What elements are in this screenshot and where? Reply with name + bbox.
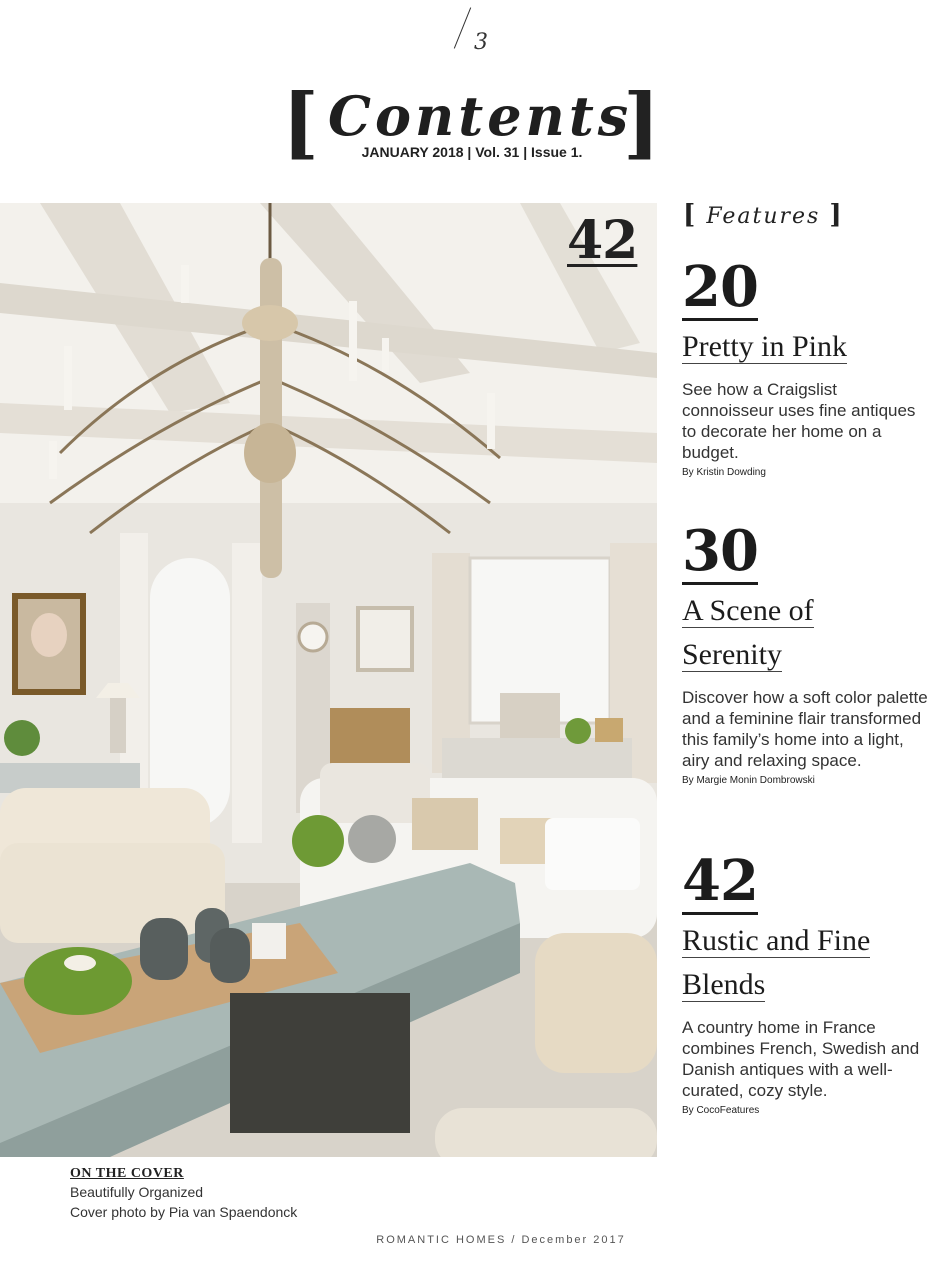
cover-photo [0, 203, 657, 1157]
left-bracket: [ [282, 77, 319, 168]
feature-page-number: 42 [682, 848, 758, 914]
contents-title: Contents [328, 84, 633, 148]
feature-byline: By CocoFeatures [682, 1105, 760, 1116]
contents-masthead [282, 77, 660, 168]
feature-title-text: A Scene of Serenity [682, 594, 814, 671]
feature-item[interactable] [682, 848, 932, 1116]
feature-title [682, 325, 932, 369]
feature-title [682, 589, 862, 677]
page-number-slash [454, 7, 471, 48]
page-footer: ROMANTIC HOMES / December 2017 [376, 1234, 626, 1246]
feature-page-number: 30 [682, 518, 758, 584]
feature-byline: By Kristin Dowding [682, 467, 766, 478]
cover-credit: Cover photo by Pia van Spaendonck [70, 1204, 298, 1220]
features-heading [683, 200, 844, 230]
features-heading-text: Features [706, 204, 821, 229]
on-the-cover [70, 1166, 297, 1222]
feature-byline: By Margie Monin Dombrowski [682, 775, 815, 786]
feature-title-text: Pretty in Pink [682, 330, 848, 363]
feature-item[interactable] [682, 254, 932, 478]
issue-line: JANUARY 2018 | Vol. 31 | Issue 1. [361, 144, 583, 160]
feature-description: Discover how a soft color palette and a feminine flair transformed this family’s home into a light, airy and relaxing space. [682, 688, 928, 770]
feature-title [682, 919, 872, 1007]
feature-page-number: 20 [682, 254, 758, 320]
page-number-text: 3 [474, 30, 488, 55]
features-right-bracket: ] [829, 200, 844, 230]
features-left-bracket: [ [683, 200, 698, 230]
right-bracket: ] [623, 77, 660, 168]
photo-page-ref[interactable]: 42 [567, 210, 638, 271]
cover-title: Beautifully Organized [70, 1184, 204, 1200]
feature-item[interactable] [682, 518, 932, 786]
page-number [452, 4, 502, 54]
feature-title-text: Rustic and Fine Blends [682, 924, 871, 1001]
cover-heading: ON THE COVER [70, 1166, 184, 1181]
feature-description: A country home in France combines French, Swedish and Danish antiques with a well-curated, cozy style. [682, 1018, 920, 1100]
feature-description: See how a Craigslist connoisseur uses fine antiques to decorate her home on a budget. [682, 380, 916, 462]
